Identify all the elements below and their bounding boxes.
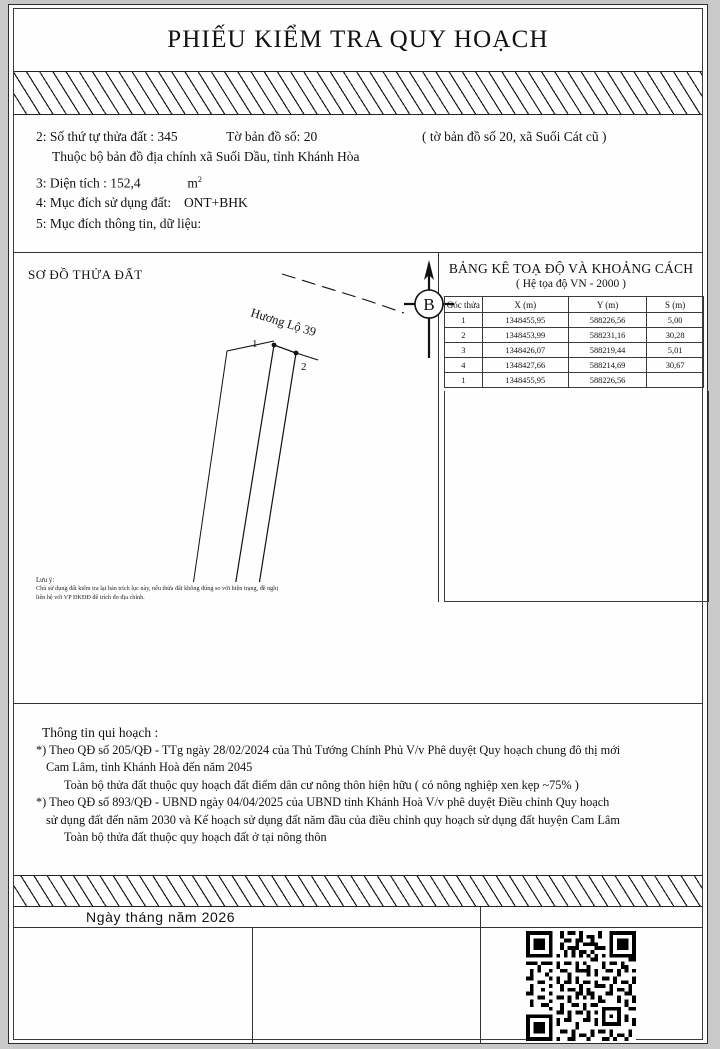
area-label: 3: Diện tích : [36, 175, 107, 191]
cell-y: 588226,56 [568, 313, 646, 328]
table-row [445, 328, 704, 343]
info-row-parcel-number [36, 127, 317, 146]
parcel-info-block [14, 115, 702, 252]
note-heading: Lưu ý: [36, 577, 55, 584]
cell-x: 1348455,95 [482, 313, 568, 328]
qr-code-matrix [526, 931, 636, 1041]
table-row [445, 358, 704, 373]
coordinate-table-body [445, 313, 704, 388]
map-sheet-value: 20 [303, 129, 318, 144]
planning-heading: Thông tin qui hoạch : [42, 725, 159, 740]
document-title-bar [14, 9, 702, 71]
coordinate-table-block [438, 252, 704, 602]
coordinate-table [444, 296, 704, 388]
column-header-x: X (m) [482, 297, 568, 313]
disclaimer-note [36, 577, 278, 602]
signature-date-line: Ngày tháng năm 2026 [86, 909, 236, 925]
table-row [445, 373, 704, 388]
parcel-number-label: 2: Số thứ tự thửa đất : [36, 129, 154, 144]
certificate-sheet [8, 4, 708, 1044]
info-row-administrative: Thuộc bộ bản đồ địa chính xã Suối Dầu, tỉnh Khánh Hòa [52, 149, 360, 164]
cell-corner: 1 [445, 373, 483, 388]
map-sheet-label: Tờ bản đồ số: [226, 129, 301, 144]
planning-item2-line2: sử dụng đất đến năm 2030 và Kế hoạch sử dụng đất năm đầu của điều chỉnh quy hoạch sử dụng đất huyện Cam Lâm [46, 812, 620, 827]
corner-label-1: 1 [252, 338, 258, 350]
table-row [445, 313, 704, 328]
cell-s [647, 373, 704, 388]
diagram-section-title: SƠ ĐỒ THỬA ĐẤT [28, 267, 143, 282]
corner-dot-2 [294, 351, 299, 356]
cell-corner: 2 [445, 328, 483, 343]
info-row-area [36, 170, 202, 193]
road-centerline [282, 274, 404, 313]
coordinate-table-header-row [445, 297, 704, 313]
cell-s: 5,00 [647, 313, 704, 328]
table-row [445, 343, 704, 358]
planning-item1-line3: Toàn bộ thửa đất thuộc quy hoạch đất điểm dân cư nông thôn hiện hữu ( có nông nghiệp xen kẹp ~75% ) [64, 777, 579, 792]
column-header-corner: Góc thửa [445, 297, 483, 313]
cell-s: 5,01 [647, 343, 704, 358]
corner-label-2: 2 [301, 361, 307, 373]
parcel-number-value: 345 [157, 129, 178, 144]
column-header-s: S (m) [647, 297, 704, 313]
footer-top-rule [14, 927, 702, 928]
footer-divider-center [252, 927, 253, 1043]
compass-letter: B [423, 295, 435, 314]
cell-s: 30,28 [647, 328, 704, 343]
planning-item2-line1: *) Theo QĐ số 893/QĐ - UBND ngày 04/04/2025 của UBND tỉnh Khánh Hoà V/v phê duyệt Điều chỉnh Quy hoạch [36, 795, 610, 809]
hatch-band-top [14, 71, 702, 115]
info-row-land-use [36, 193, 248, 212]
cell-corner: 3 [445, 343, 483, 358]
cell-x: 1348455,95 [482, 373, 568, 388]
land-use-value: ONT+BHK [183, 195, 248, 210]
footer-divider-right [480, 907, 481, 1043]
road-edge-left [227, 341, 274, 351]
area-unit: m [187, 175, 198, 191]
parcel-polygon [205, 345, 296, 582]
land-use-label: 4: Mục đích sử dụng đất: [36, 195, 172, 210]
note-line-2: liên hệ với VP ĐKĐĐ để trích đo địa chính. [36, 593, 145, 601]
cell-corner: 4 [445, 358, 483, 373]
cell-y: 588214,69 [568, 358, 646, 373]
sheet-inner-border [13, 8, 703, 1040]
cell-y: 588231,16 [568, 328, 646, 343]
area-value: 152,4 [110, 175, 141, 191]
coordinate-table-subtitle: ( Hệ tọa độ VN - 2000 ) [516, 278, 626, 290]
map-sheet-note: ( tờ bản đồ số 20, xã Suối Cát cũ ) [422, 129, 607, 144]
qr-code[interactable] [526, 931, 636, 1041]
coordinate-table-empty-area [444, 391, 709, 602]
coordinate-table-title: BẢNG KÊ TOẠ ĐỘ VÀ KHOẢNG CÁCH [448, 261, 694, 276]
middle-frame-bottom-rule [14, 703, 702, 704]
page-title: PHIẾU KIỂM TRA QUY HOẠCH [167, 26, 549, 53]
road-name-label: Hương Lộ 39 [249, 305, 318, 340]
planning-information-block [14, 724, 702, 847]
column-header-y: Y (m) [568, 297, 646, 313]
planning-item1-line2: Cam Lâm, tỉnh Khánh Hoà đến năm 2045 [46, 760, 253, 774]
cell-x: 1348427,66 [482, 358, 568, 373]
info-row-purpose: 5: Mục đích thông tin, dữ liệu: [36, 216, 202, 231]
cell-y: 588226,56 [568, 373, 646, 388]
neighbor-left-boundary [167, 351, 227, 582]
cell-y: 588219,44 [568, 343, 646, 358]
area-unit-exponent: 2 [197, 175, 202, 184]
planning-item2-line3: Toàn bộ thửa đất thuộc quy hoạch đất ở tại nông thôn [64, 830, 327, 844]
cell-s: 30,67 [647, 358, 704, 373]
note-line-1: Chủ sử dụng đất kiểm tra lại bản trích lục này, nếu thửa đất không đúng so với hiện trạng, đề nghị [36, 585, 279, 593]
planning-item1-line1: *) Theo QĐ số 205/QĐ - TTg ngày 28/02/2024 của Thủ Tướng Chính Phủ V/v Phê duyệt Quy hoạch chung đô thị mới [36, 742, 621, 757]
parcel-diagram [14, 252, 438, 582]
cell-x: 1348426,07 [482, 343, 568, 358]
corner-dot-1 [272, 343, 277, 348]
cell-corner: 1 [445, 313, 483, 328]
cell-x: 1348453,99 [482, 328, 568, 343]
hatch-band-bottom [14, 875, 702, 907]
